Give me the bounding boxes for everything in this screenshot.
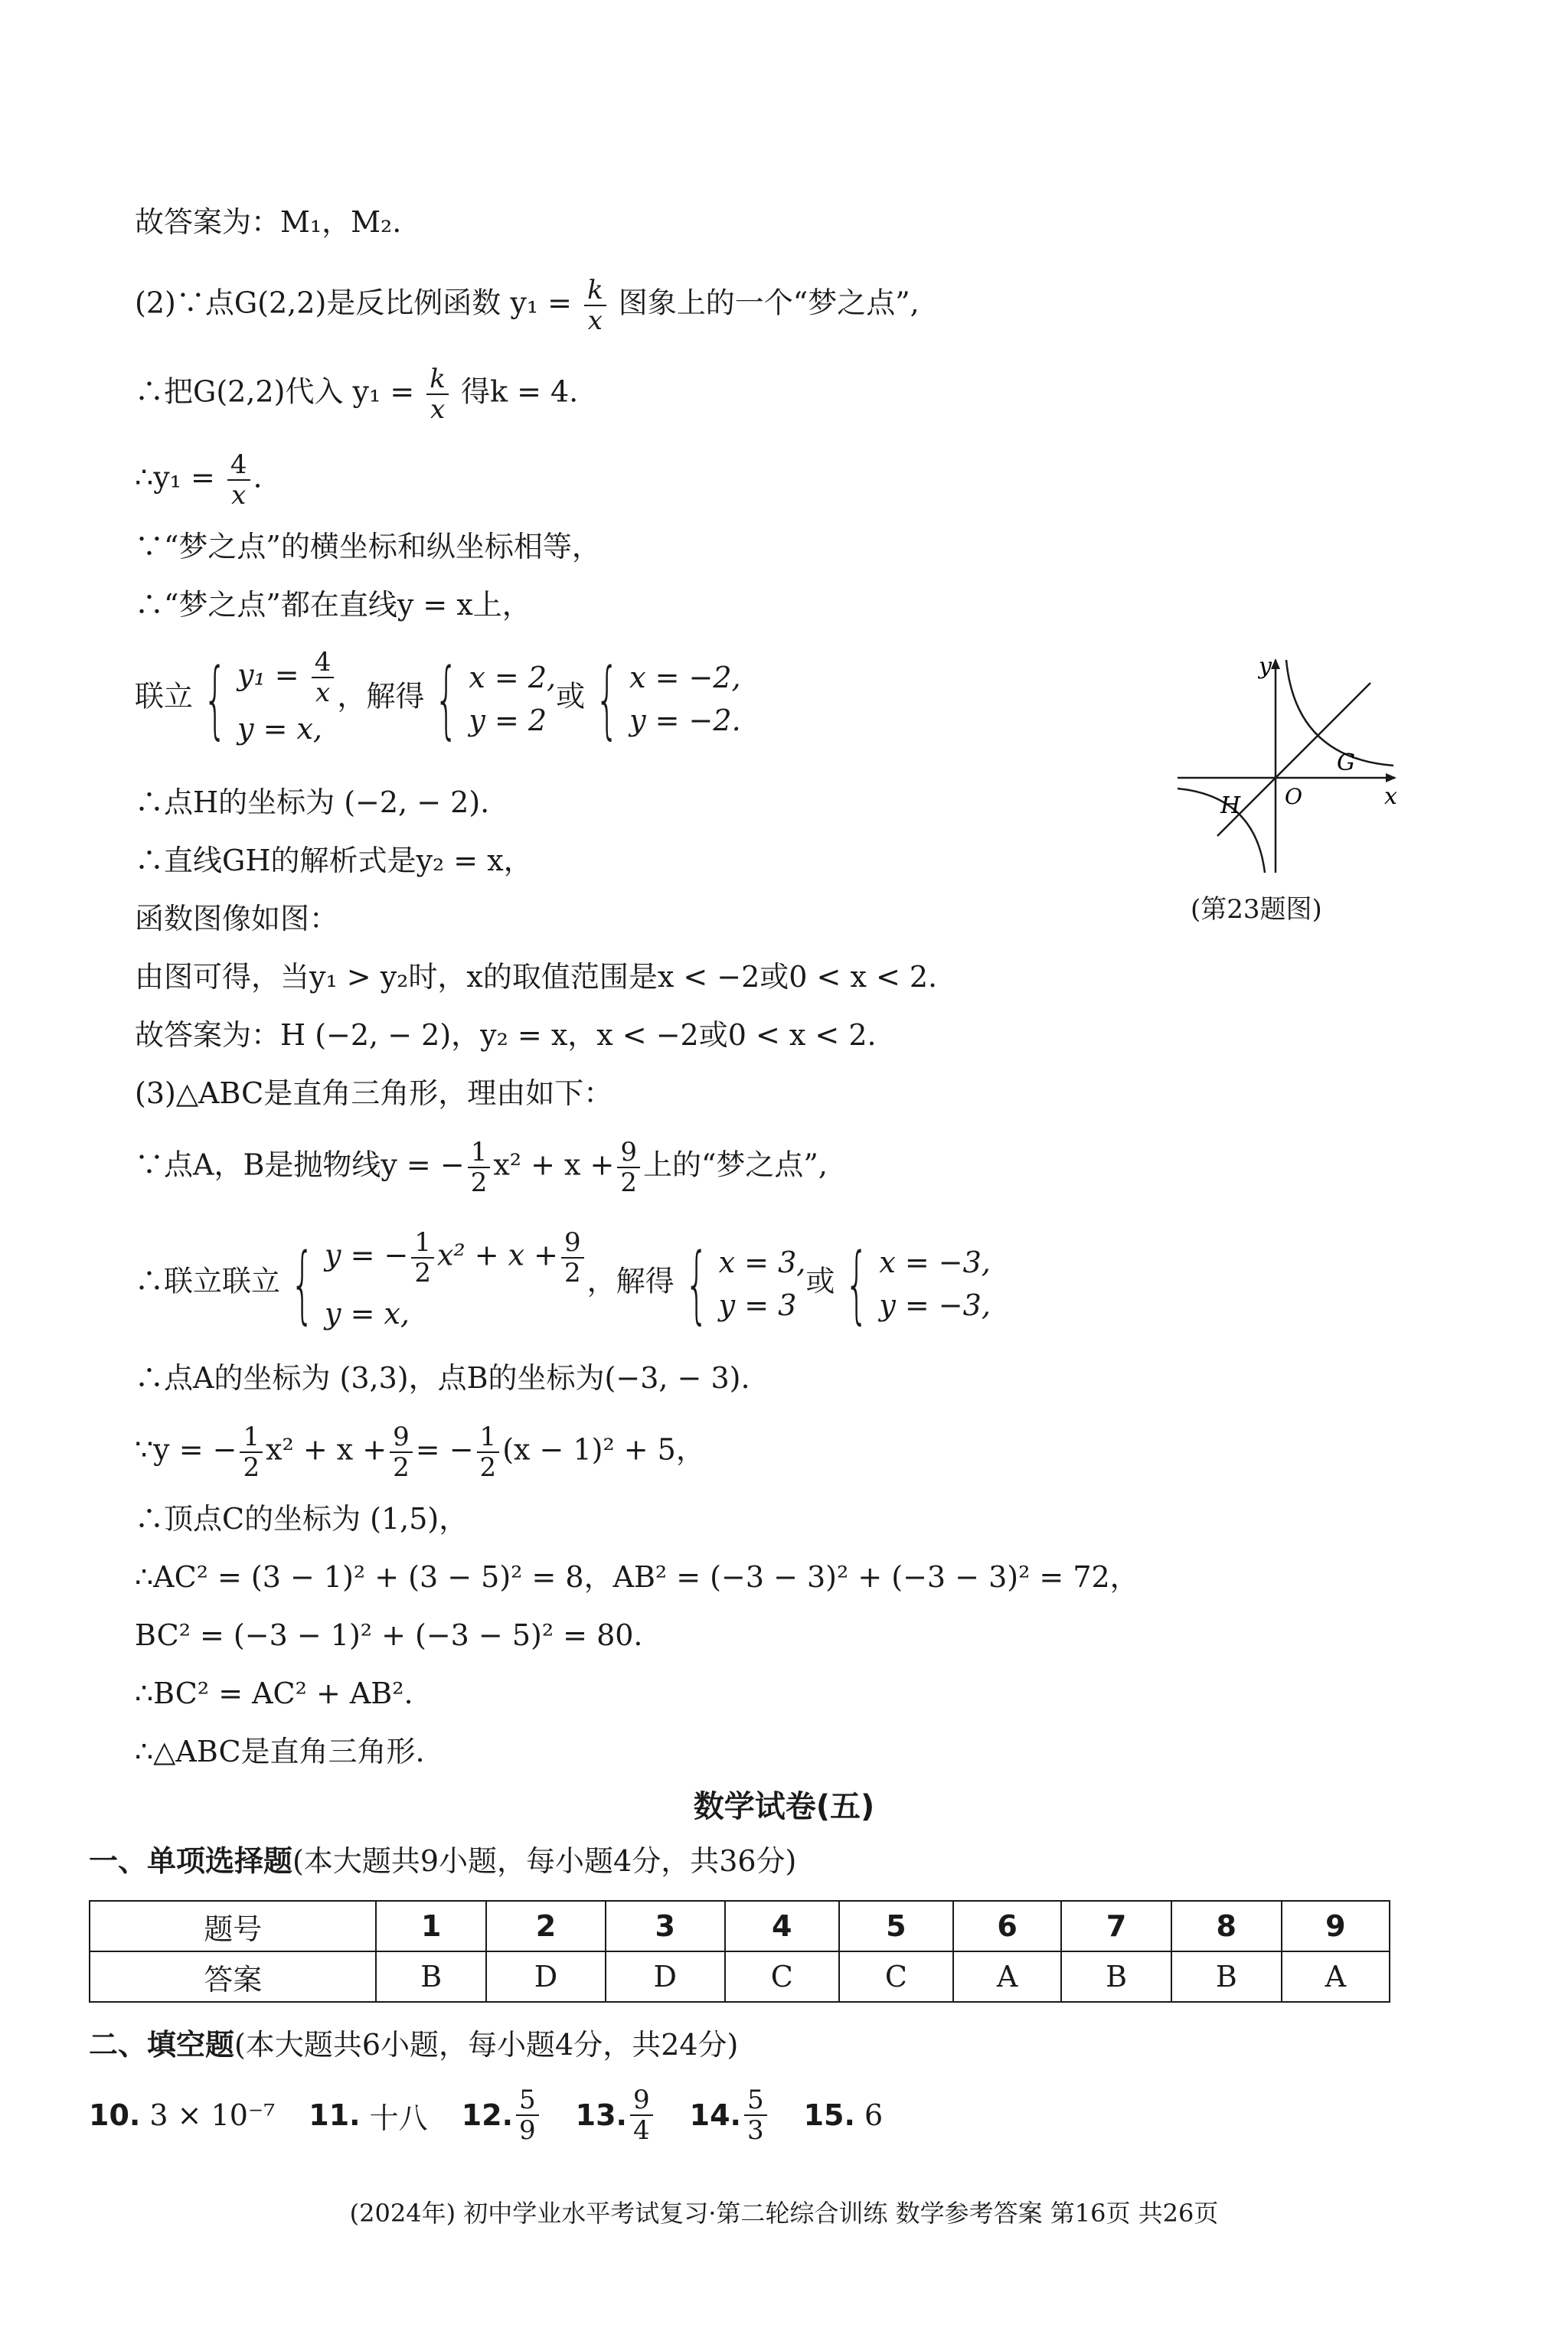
- text: = −: [415, 1432, 474, 1467]
- denominator: 3: [746, 2115, 764, 2146]
- denominator: 2: [393, 1452, 410, 1483]
- row-text: y = x,: [237, 712, 322, 746]
- answer-cell: A: [1282, 1951, 1390, 2002]
- conclusion-line: ∴△ABC是直角三角形.: [135, 1735, 425, 1768]
- question-number: 12.: [461, 2098, 514, 2132]
- vertex-c-line: ∴顶点C的坐标为 (1,5)，: [135, 1502, 469, 1536]
- denominator: 9: [519, 2115, 536, 2146]
- fraction-9-over-2: [617, 1138, 640, 1197]
- text: 联立: [135, 679, 194, 713]
- answer-value: 3 × 10⁻⁷: [149, 2098, 276, 2132]
- text: ∴把G(2,2)代入: [135, 374, 344, 409]
- brace: {: [844, 1235, 870, 1333]
- answer-line-1: 故答案为：M₁，M₂.: [135, 205, 402, 239]
- fraction-1-over-2: [411, 1228, 434, 1288]
- row: x = 3,: [718, 1246, 806, 1279]
- answer-13: [576, 2085, 656, 2145]
- numerator: 9: [390, 1422, 413, 1453]
- answer-value: 6: [864, 2098, 884, 2132]
- fraction-1-over-2: [468, 1138, 491, 1197]
- numerator: 5: [744, 2085, 767, 2116]
- answer-fraction: [744, 2085, 767, 2145]
- math-y1: y₁ =: [510, 286, 572, 320]
- question-number: 13.: [575, 2098, 627, 2132]
- therefore: ∴: [135, 460, 154, 495]
- fraction-4-over-x: [227, 450, 250, 510]
- fraction-9-over-2: [390, 1422, 413, 1482]
- text: 上的“梦之点”,: [642, 1148, 828, 1182]
- dream-point-line: ∴“梦之点”都在直线y = x上，: [135, 588, 531, 622]
- numerator: 9: [561, 1228, 584, 1259]
- section-note: (本大题共9小题，每小题4分，共36分): [292, 1844, 797, 1878]
- answer-12: [462, 2085, 542, 2145]
- parabola-line: [135, 1138, 828, 1197]
- question-number-cell: 1: [376, 1901, 486, 1951]
- numerator: k: [587, 275, 603, 305]
- point-h-label: H: [1220, 792, 1241, 819]
- answer-value: 十八: [369, 2101, 428, 2135]
- answer-cell: B: [1171, 1951, 1282, 2002]
- row: x = −3,: [879, 1246, 991, 1279]
- row: y = 2: [469, 704, 547, 737]
- text: ∵点A，B是抛物线y = −: [135, 1148, 465, 1182]
- question-number-cell: 2: [486, 1901, 606, 1951]
- row-label: 题号: [90, 1901, 376, 1951]
- text: 或: [556, 679, 586, 713]
- page-footer: (2024年) 初中学业水平考试复习·第二轮综合训练 数学参考答案 第16页 共26页: [349, 2199, 1219, 2228]
- denominator: x: [587, 305, 603, 336]
- system-row-1: [237, 648, 337, 707]
- text: x² + x +: [266, 1432, 387, 1467]
- period: .: [253, 460, 263, 495]
- answer-11: [309, 2095, 427, 2137]
- brace: {: [595, 650, 619, 748]
- system-row-2: [237, 707, 337, 750]
- numerator: 5: [516, 2085, 539, 2116]
- fill-in-answers: [89, 2085, 916, 2145]
- system-1: [135, 648, 741, 750]
- numerator: 1: [477, 1422, 500, 1453]
- y1-definition: [135, 450, 263, 510]
- numerator: k: [430, 364, 446, 394]
- numerator: 1: [240, 1422, 263, 1453]
- question-number-cell: 6: [953, 1901, 1061, 1951]
- denominator: x: [315, 678, 331, 708]
- row: y = 3: [718, 1288, 797, 1322]
- answer-fraction: [516, 2085, 539, 2145]
- text: ∴联立联立: [135, 1264, 281, 1298]
- distances-line: ∴AC² = (3 − 1)² + (3 − 5)² = 8，AB² = (−3 − 3)² + (−3 − 3)² = 72，: [135, 1560, 1139, 1594]
- answer-cell: C: [839, 1951, 953, 2002]
- text: 得k = 4.: [460, 374, 579, 409]
- fraction-1-over-2: [240, 1422, 263, 1482]
- solution-1: [469, 656, 556, 742]
- question-number-cell: 8: [1171, 1901, 1282, 1951]
- answer-cell: D: [486, 1951, 606, 2002]
- section-title: 二、填空题: [89, 2028, 235, 2062]
- numerator: 9: [630, 2085, 653, 2116]
- question-number: 15.: [803, 2098, 855, 2132]
- denominator: 2: [414, 1258, 431, 1288]
- system-row-2: [325, 1288, 587, 1340]
- denominator: 2: [564, 1258, 581, 1288]
- math-y1: y₁ =: [352, 374, 415, 409]
- x-axis-arrow: [1386, 773, 1396, 782]
- question-number-cell: 3: [606, 1901, 725, 1951]
- numerator: 1: [468, 1138, 491, 1168]
- row: x = 2,: [469, 661, 557, 694]
- system-rows: [325, 1228, 587, 1340]
- section-1-heading: [89, 1837, 796, 1879]
- dream-point-definition: ∵“梦之点”的横坐标和纵坐标相等，: [135, 530, 601, 563]
- brace: {: [203, 650, 227, 748]
- part2-intro: [135, 276, 920, 335]
- numerator: 4: [312, 648, 335, 678]
- row: y = −3,: [879, 1288, 991, 1322]
- function-graph: [1164, 643, 1409, 880]
- exam-title: 数学试卷(五): [693, 1789, 875, 1824]
- point-g-label: G: [1337, 749, 1355, 776]
- substitute-line: [135, 364, 578, 424]
- question-number: 14.: [689, 2098, 741, 2132]
- brace: {: [434, 650, 459, 748]
- fraction-k-over-x: [426, 364, 449, 424]
- bc-line: BC² = (−3 − 1)² + (−3 − 5)² = 80.: [135, 1618, 643, 1652]
- answer-fraction: [630, 2085, 653, 2145]
- system-row-1: [325, 1228, 587, 1288]
- row-text: y₁ =: [237, 658, 299, 692]
- table-row: [90, 1951, 1390, 2002]
- row-text: y = x,: [325, 1297, 410, 1331]
- answer-cell: D: [606, 1951, 725, 2002]
- range-line: 由图可得，当y₁ > y₂时，x的取值范围是x < −2或0 < x < 2.: [135, 960, 938, 994]
- text: (x − 1)² + 5，: [502, 1432, 705, 1467]
- denominator: x: [231, 480, 247, 511]
- numerator: 9: [617, 1138, 640, 1168]
- answer-cell: B: [376, 1951, 486, 2002]
- row-text: y = −: [325, 1238, 409, 1272]
- denominator: 2: [470, 1167, 488, 1198]
- numerator: 4: [227, 450, 250, 481]
- fraction-k-over-x: [584, 276, 606, 335]
- row-label: 答案: [90, 1951, 376, 2002]
- row-text: x² + x +: [436, 1238, 558, 1272]
- text: x² + x +: [493, 1148, 615, 1182]
- section-note: (本大题共6小题，每小题4分，共24分): [234, 2028, 739, 2062]
- point-h-line: ∴点H的坐标为 (−2, − 2).: [135, 785, 490, 819]
- row: y = −2.: [629, 704, 741, 737]
- answer-cell: A: [953, 1951, 1061, 2002]
- origin-label: O: [1285, 784, 1302, 809]
- fraction-9-over-2: [561, 1228, 584, 1288]
- section-title: 一、单项选择题: [89, 1844, 293, 1878]
- text: 图象上的一个“梦之点”,: [618, 286, 920, 320]
- numerator: 1: [411, 1228, 434, 1259]
- question-number: 10.: [89, 2098, 141, 2132]
- denominator: 2: [243, 1452, 260, 1483]
- math-y1: y₁ =: [153, 460, 215, 495]
- figure-caption: (第23题图): [1191, 894, 1322, 925]
- points-ab-line: ∴点A的坐标为 (3,3)，点B的坐标为(−3, − 3).: [135, 1361, 750, 1395]
- line-gh: ∴直线GH的解析式是y₂ = x，: [135, 844, 533, 877]
- table-row: [90, 1901, 1390, 1951]
- question-number-cell: 5: [839, 1901, 953, 1951]
- answer-10: [89, 2098, 275, 2132]
- denominator: 4: [632, 2115, 650, 2146]
- fraction-4-over-x: [312, 648, 335, 707]
- answer-table: [89, 1900, 1390, 2003]
- answer-14: [690, 2085, 770, 2145]
- section-2-heading: [89, 2021, 738, 2063]
- denominator: x: [430, 394, 446, 425]
- y-axis-label: y: [1259, 653, 1272, 680]
- brace: {: [684, 1235, 709, 1333]
- question-number: 11.: [309, 2098, 361, 2132]
- vertex-form-line: [135, 1422, 705, 1482]
- text: (2)∵点G(2,2)是反比例函数: [135, 286, 501, 320]
- pythagoras-line: ∴BC² = AC² + AB².: [135, 1677, 413, 1710]
- solution-3: [719, 1241, 806, 1327]
- x-axis-label: x: [1384, 783, 1397, 810]
- solution-2: [629, 656, 741, 742]
- row: x = −2,: [629, 661, 741, 694]
- solution-4: [879, 1241, 991, 1327]
- brace: {: [290, 1235, 315, 1333]
- text: ∵y = −: [135, 1432, 237, 1467]
- text: ，解得: [586, 1264, 675, 1298]
- y-axis-arrow: [1271, 658, 1280, 669]
- answer-cell: B: [1061, 1951, 1171, 2002]
- text: ，解得: [337, 679, 425, 713]
- question-number-cell: 9: [1282, 1901, 1390, 1951]
- question-number-cell: 7: [1061, 1901, 1171, 1951]
- graph-intro: 函数图像如图：: [135, 902, 339, 936]
- denominator: 2: [620, 1167, 637, 1198]
- answer-line-2: 故答案为：H (−2, − 2)，y₂ = x，x < −2或0 < x < 2.: [135, 1018, 877, 1052]
- answer-15: [804, 2098, 884, 2132]
- question-number-cell: 4: [725, 1901, 839, 1951]
- system-rows: [237, 648, 337, 750]
- fraction-1-over-2: [477, 1422, 500, 1482]
- denominator: 2: [479, 1452, 497, 1483]
- text: 或: [805, 1264, 835, 1298]
- part3-intro: (3)△ABC是直角三角形，理由如下：: [135, 1076, 613, 1110]
- system-2: [135, 1228, 991, 1340]
- answer-cell: C: [725, 1951, 839, 2002]
